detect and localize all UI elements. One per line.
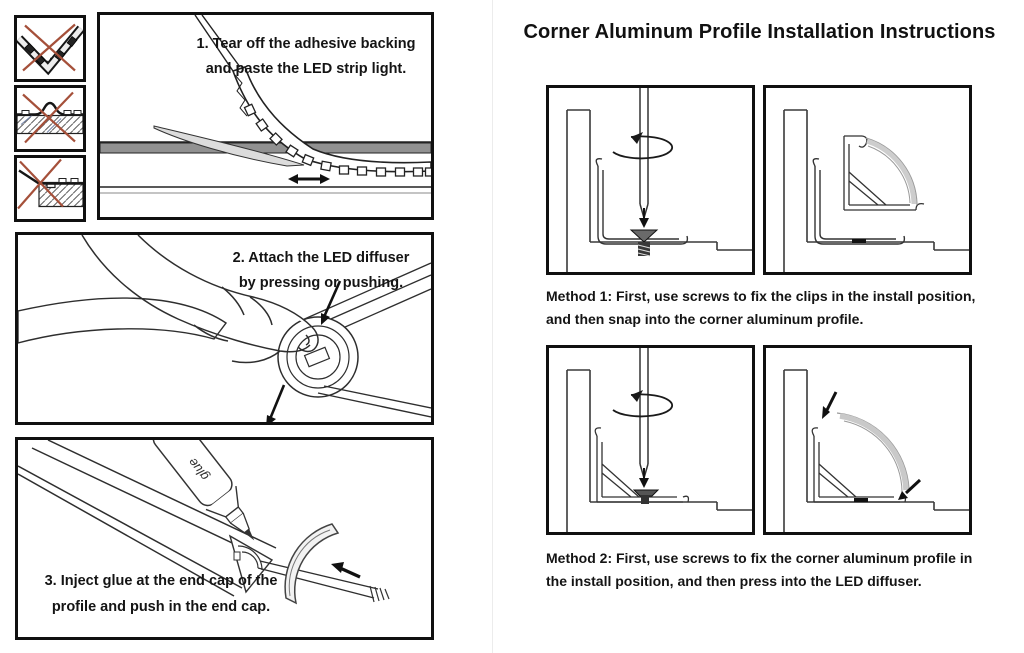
method1-snap-profile-panel xyxy=(763,85,972,275)
method1-caption xyxy=(546,285,992,330)
step2-line1: 2. Attach the LED diffuser xyxy=(232,250,410,266)
screw-profile-illustration xyxy=(549,348,752,532)
step2-text xyxy=(216,246,426,296)
method1-caption-line1: Method 1: First, use screws to fix the clips in the install position, xyxy=(546,288,976,304)
warning-box-edge-bend xyxy=(14,155,86,222)
page-title: Corner Aluminum Profile Installation Instructions xyxy=(523,21,996,43)
step1-panel xyxy=(97,12,434,220)
screw-clip-illustration xyxy=(549,88,752,272)
method2-screw-profile-panel xyxy=(546,345,755,535)
step3-line2: profile and push in the end cap. xyxy=(51,599,271,615)
no-bump-install-icon xyxy=(17,88,83,149)
end-cap xyxy=(285,524,338,603)
method2-caption xyxy=(546,547,992,592)
step3-text xyxy=(32,568,290,620)
column-divider xyxy=(492,0,493,653)
step3-panel xyxy=(15,437,434,640)
no-edge-bend-icon xyxy=(17,158,83,219)
step2-panel xyxy=(15,232,434,425)
step1-line2: and paste the LED strip light. xyxy=(205,61,407,77)
glue-bottle-label: glue xyxy=(184,455,212,484)
press-in-diffuser-illustration xyxy=(766,348,969,532)
no-sharp-bend-icon xyxy=(17,18,83,79)
method1-screw-clip-panel xyxy=(546,85,755,275)
step1-line1: 1. Tear off the adhesive backing xyxy=(196,36,416,52)
step2-line2: by pressing or pushing. xyxy=(238,275,404,291)
snap-profile-illustration xyxy=(766,88,969,272)
method2-press-diffuser-panel xyxy=(763,345,972,535)
method2-caption-line1: Method 2: First, use screws to fix the corner aluminum profile in xyxy=(546,550,973,566)
warning-box-sharp-bend xyxy=(14,15,86,82)
step1-text xyxy=(185,32,427,82)
method2-caption-line2: the install position, and then press into the LED diffuser. xyxy=(546,572,922,589)
method1-caption-line2: and then snap into the corner aluminum profile. xyxy=(546,310,864,327)
warning-box-bump xyxy=(14,85,86,152)
step3-line1: 3. Inject glue at the end cap of the xyxy=(44,573,278,589)
